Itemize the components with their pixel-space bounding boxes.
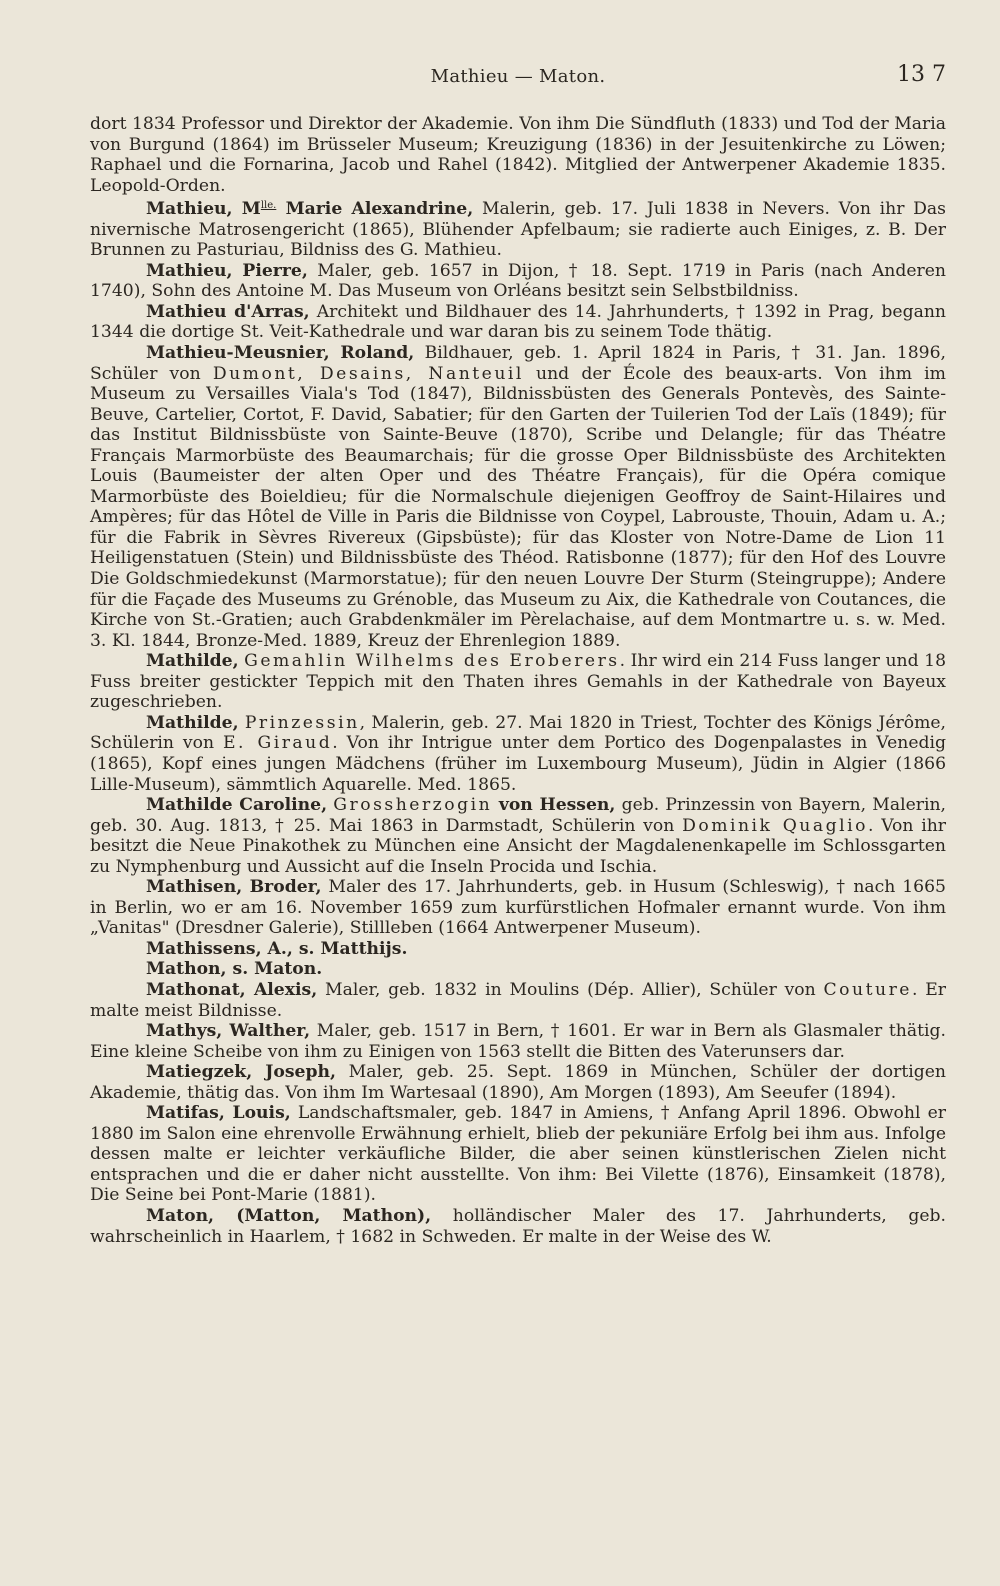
dictionary-entry [90,1062,946,1103]
entry-text: Maler des 17. Jahrhunderts, geb. in Husum (Schleswig), † nach 1665 in Berlin, wo er am 16. November 1659 zum kurfürstlichen Hofmaler ernannt wurde. Von ihm „Vanitas" (Dresdner Galerie), Stillleben (1664 Antwerpener Museum). [90,877,946,939]
superscript-abbrev: lle. [260,200,277,212]
entry-headword: Mathieu, M [146,199,261,220]
entry-headword: von Hessen, [492,795,616,816]
entry-headword: Mathissens, A., s. Matthijs. [146,938,408,959]
dictionary-entry [90,1103,946,1206]
entry-headword: Mathys, Walther, [146,1021,311,1042]
spaced-name: Couture [823,979,912,1000]
dictionary-entry [90,1021,946,1062]
spaced-name: E. Giraud [223,733,333,754]
entry-text: Maler, geb. 1657 in Dijon, † 18. Sept. 1719 in Paris (nach Anderen 1740), Sohn des Antoine M. Das Museum von Orléans besitzt sein Selbstbildniss. [90,260,947,302]
spaced-name: Grossherzogin [333,795,493,816]
spaced-name: Dumont, Desains, Nanteuil [212,363,524,384]
spaced-name: Gemahlin Wilhelms des Eroberers [244,651,620,672]
entry-headword: Maton, (Matton, Mathon), [146,1205,432,1226]
page-header [90,62,946,96]
entry-headword: Mathisen, Broder, [146,877,322,898]
entry-text: Maler, geb. 1832 in Moulins (Dép. Allier), Schüler von [317,979,824,1000]
dictionary-entry [90,713,946,795]
entry-headword: Mathilde Caroline, [146,795,328,816]
dictionary-entry [90,959,946,980]
entry-headword: Matifas, Louis, [146,1103,291,1124]
entry-text: Architekt und Bildhauer des 14. Jahrhunderts, † 1392 in Prag, begann 1344 die dortige St. Veit-Kathedrale und war daran bis zu seinem Tode thätig. [90,301,946,343]
dictionary-entry [90,343,946,651]
dictionary-entry [90,196,946,261]
entry-text: Malerin, geb. 17. Juli 1838 in Nevers. Von ihr Das nivernische Matrosengericht (1865), Blühender Apfelbaum; sie radierte auch Einiges, z. B. Der Brunnen zu Pasturiau, Bildniss des G. Mathieu. [90,199,946,261]
dictionary-entry [90,302,946,343]
entry-text: , Malerin, geb. 27. Mai 1820 in Triest, Tochter des Königs Jérôme, Schülerin von [90,712,946,754]
spaced-name: Dominik Quaglio [682,815,868,836]
entry-text: . Von ihr besitzt die Neue Pinakothek zu München eine Ansicht der Magdalenenkapelle im Schlossgarten zu Nymphenburg und Aussicht auf die Inseln Procida und Ischia. [90,815,946,877]
dictionary-entry [90,795,946,877]
entry-text: . Ihr wird ein 214 Fuss langer und 18 Fuss breiter gestickter Teppich mit den Thaten ihres Gemahls in der Kathedrale von Bayeux zugeschrieben. [90,651,947,713]
entry-text: holländischer Maler des 17. Jahrhunderts, geb. wahrscheinlich in Haarlem, † 1682 in Schweden. Er malte in der Weise des W. [90,1205,946,1247]
dictionary-entry [90,877,946,939]
entry-headword: Mathieu-Meusnier, Roland, [146,343,415,364]
spaced-name: Prinzessin [244,712,360,733]
dictionary-body [90,114,946,1247]
entry-headword: Marie Alexandrine, [276,199,474,220]
entry-headword: Mathieu d'Arras, [146,301,310,322]
entry-text: dort 1834 Professor und Direktor der Akademie. Von ihm Die Sündfluth (1833) und Tod der Maria von Burgund (1864) im Brüsseler Museum; Kreuzigung (1836) in der Jesuitenkirche zu Löwen; Raphael und die Fornarina, Jacob und Rahel (1842). Mitglied der Antwerpener Akademie 1835. Leopold-Orden. [90,114,946,196]
entry-text: und der École des beaux-arts. Von ihm im Museum zu Versailles Viala's Tod (1847), Bildnissbüsten des Generals Pontevès, des Sainte-Beuve, Cartelier, Cortot, F. David, Sabatier; für den Garten der Tuilerien Tod der Laïs (1849); für das Institut Bildnissbüste von Sainte-Beuve (1870), Scribe und Delangle; für das Théatre Français Marmorbüste des Beaumarchais; für die grosse Oper Bildnissbüste des Architekten Louis (Baumeister der alten Oper und des Théatre Français), für die Opéra comique Marmorbüste des Boieldieu; für die Normalschule diejenigen Geoffroy de Saint-Hilaires und Ampères; für das Hôtel de Ville in Paris die Bildnisse von Coypel, Labrouste, Thouin, Adam u. A.; für die Fabrik in Sèvres Rivereux (Gipsbüste); für das Kloster von Notre-Dame de Lion 11 Heiligenstatuen (Stein) und Bildnissbüste des Théod. Ratisbonne (1877); für den Hof des Louvre Die Goldschmiedekunst (Marmorstatue); für den neuen Louvre Der Sturm (Steingruppe); Andere für die Façade des Museums zu Grénoble, das Museum zu Aix, die Kathedrale von Coutances, die Kirche von St.-Gratien; auch Grabdenkmäler im Pèrelachaise, auf dem Montmartre u. s. w. Med. 3. Kl. 1844, Bronze-Med. 1889, Kreuz der Ehrenlegion 1889. [90,363,946,651]
dictionary-entry [90,261,946,302]
entry-headword: Matiegzek, Joseph, [146,1062,336,1083]
entry-headword: Mathon, s. Maton. [146,959,323,980]
entry-headword: Mathilde, [146,712,239,733]
page-number: 13 7 [897,62,946,87]
entry-continuation [90,114,946,196]
entry-headword: Mathonat, Alexis, [146,979,318,1000]
entry-text: Bildhauer, geb. 1. April 1824 in Paris, † 31. Jan. 1896, Schüler von [90,343,946,384]
entry-text: Maler, geb. 1517 in Bern, † 1601. Er war in Bern als Glasmaler thätig. Eine kleine Scheibe von ihm zu Einigen von 1563 stellt die Bitten des Vaterunsers dar. [90,1021,946,1062]
dictionary-entry [90,939,946,960]
entry-text: . Er malte meist Bildnisse. [90,979,946,1021]
entry-text: Maler, geb. 25. Sept. 1869 in München, Schüler der dortigen Akademie, thätig das. Von ihm Im Wartesaal (1890), Am Morgen (1893), Am Seeufer (1894). [90,1062,946,1103]
entry-headword: Mathieu, Pierre, [146,260,308,281]
dictionary-entry [90,980,946,1021]
dictionary-entry [90,1206,946,1247]
running-head: Mathieu — Maton. [430,66,606,87]
entry-text: Landschaftsmaler, geb. 1847 in Amiens, † Anfang April 1896. Obwohl er 1880 im Salon eine ehrenvolle Erwähnung erhielt, blieb der pekuniäre Erfolg bei ihm aus. Infolge dessen malte er leichter verkäufliche Bilder, die aber seinen künstlerischen Zielen nicht entsprachen und die er daher nicht ausstellte. Von ihm: Bei Vilette (1876), Einsamkeit (1878), Die Seine bei Pont-Marie (1881). [90,1103,946,1206]
entry-headword: Mathilde, [146,651,239,672]
entry-text: geb. Prinzessin von Bayern, Malerin, geb. 30. Aug. 1813, † 25. Mai 1863 in Darmstadt, Schülerin von [90,795,947,836]
entry-text: . Von ihr Intrigue unter dem Portico des Dogenpalastes in Venedig (1865), Kopf eines jungen Mädchens (früher im Luxembourg Museum), Jüdin in Algier (1866 Lille-Museum), sämmtlich Aquarelle. Med. 1865. [90,733,946,795]
dictionary-entry [90,651,946,713]
